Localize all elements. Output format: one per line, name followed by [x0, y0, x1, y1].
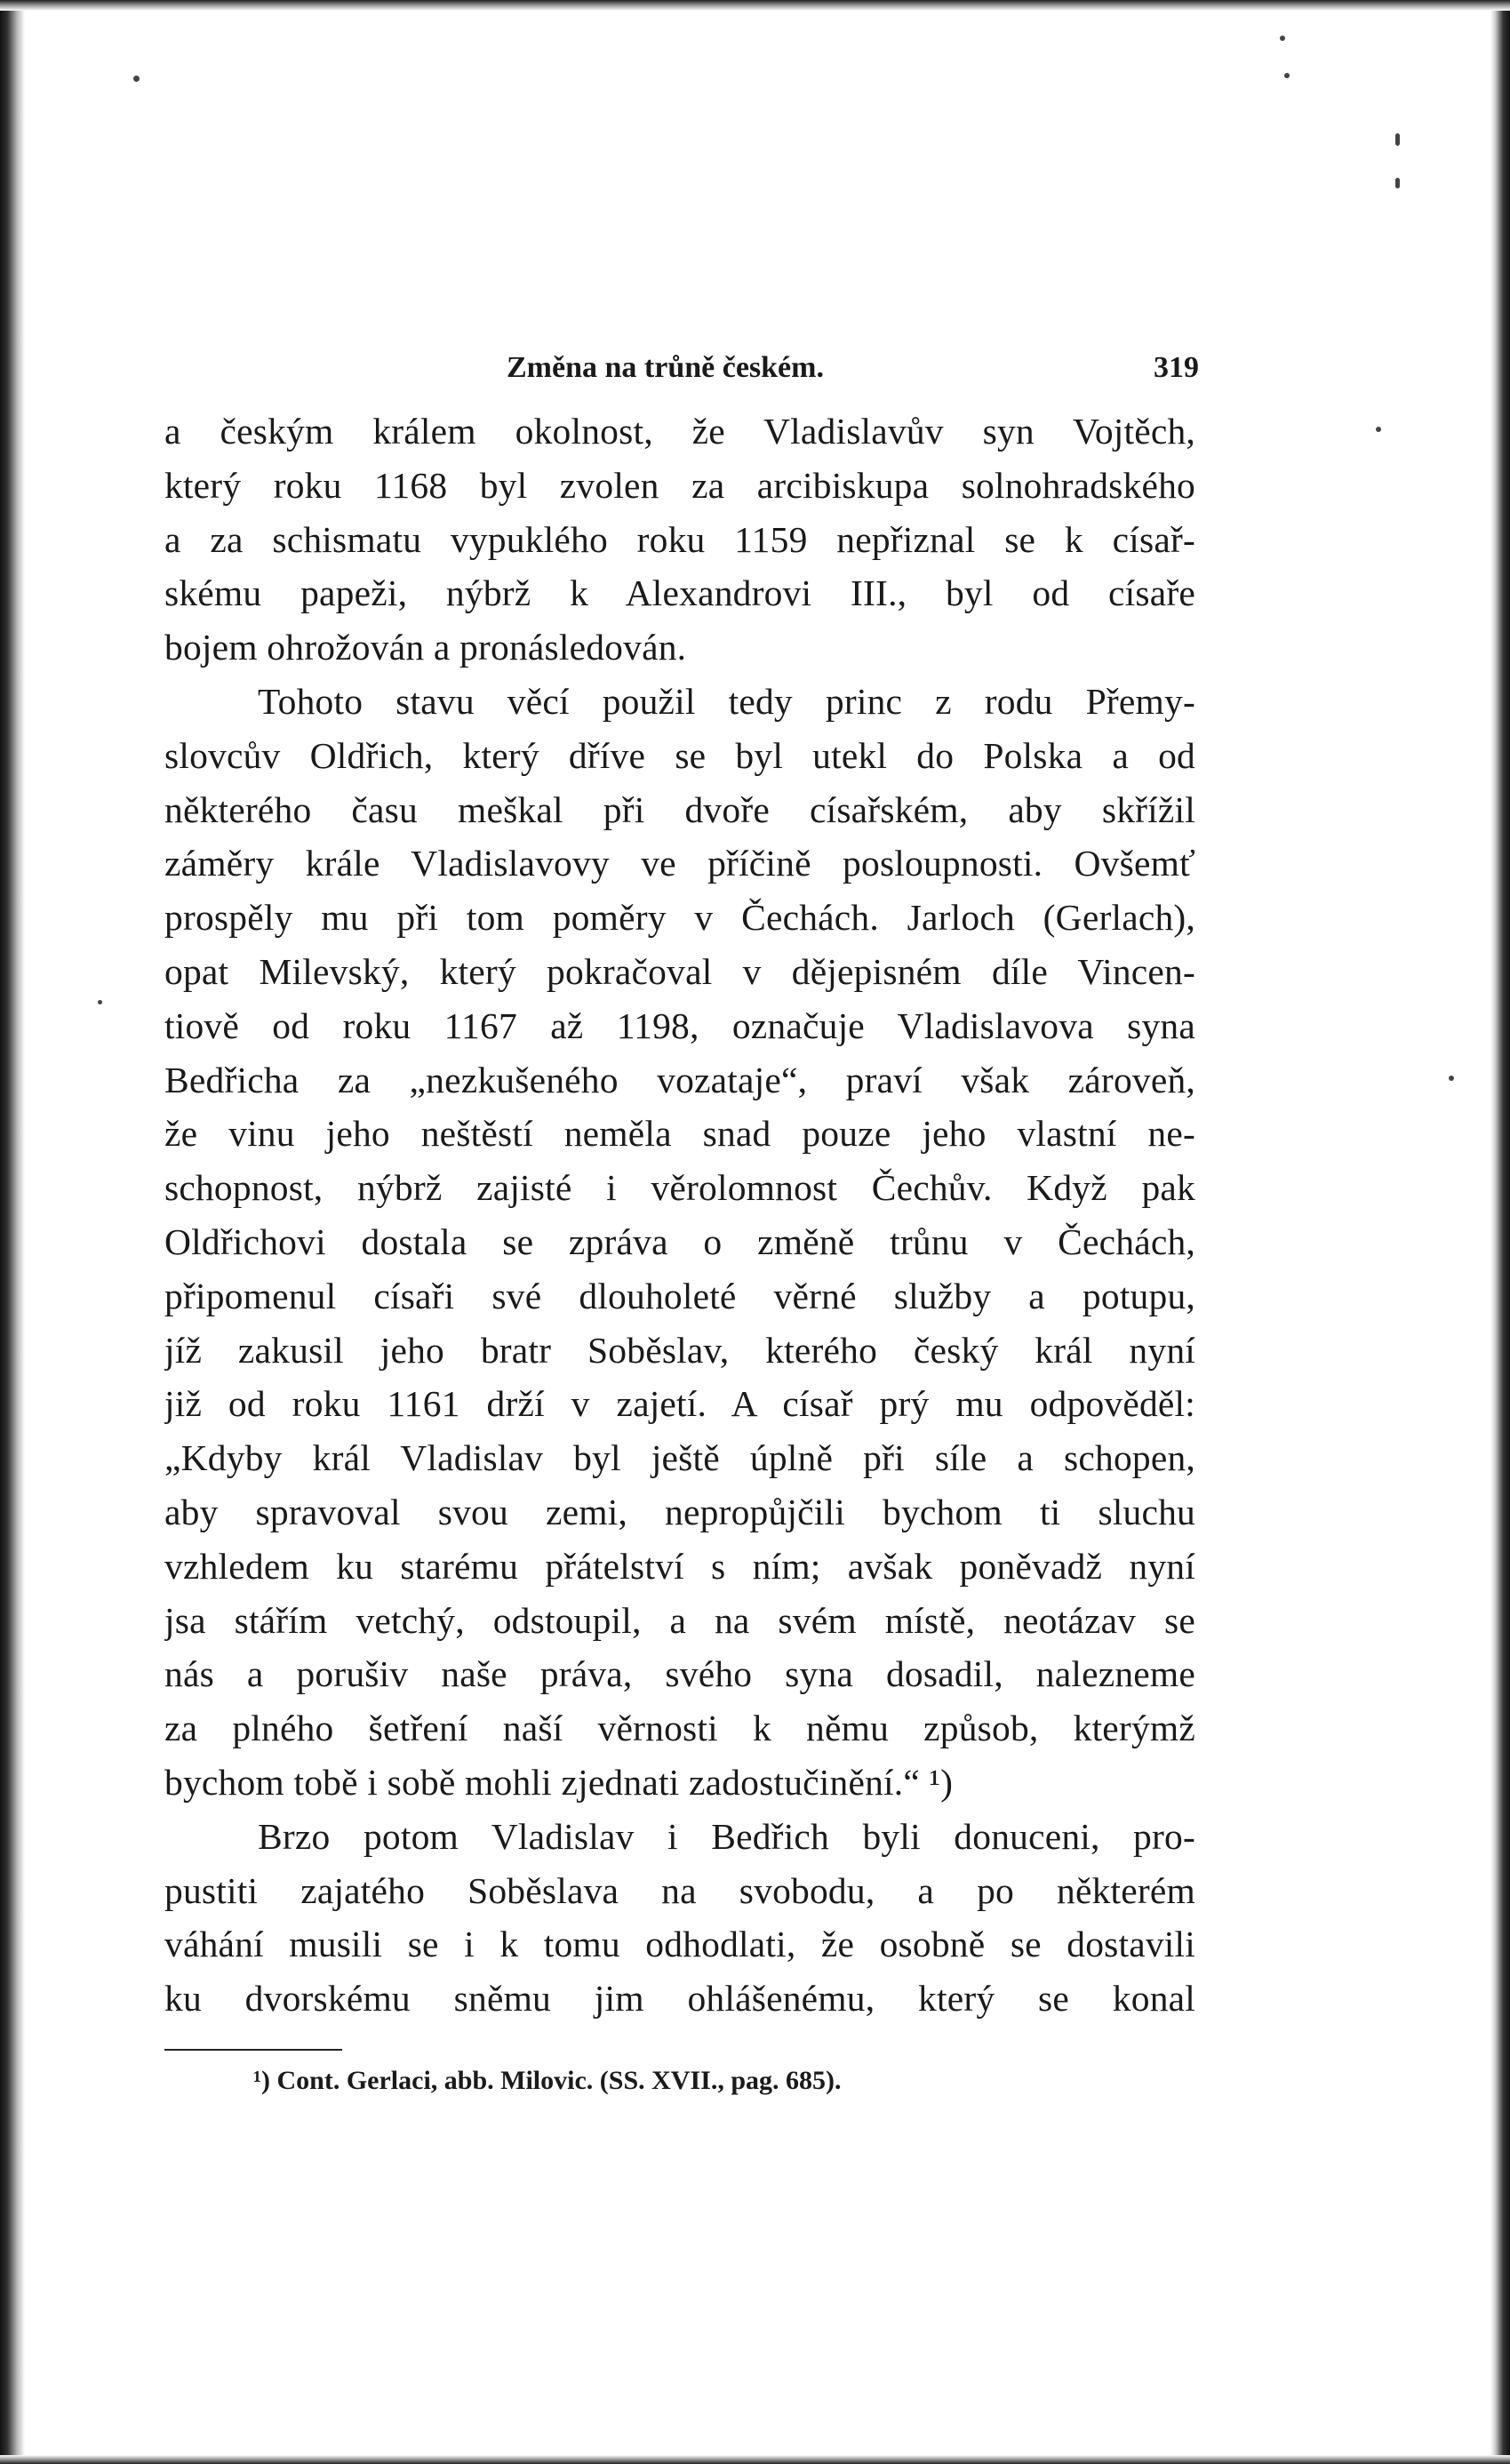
footnote-rule: [164, 2049, 342, 2051]
scan-speck: [1280, 36, 1285, 41]
scan-border-left: [0, 0, 25, 2464]
page-number: 319: [1154, 351, 1199, 384]
scan-border-top: [0, 0, 1510, 11]
footnote: ¹) Cont. Gerlaci, abb. Milovic. (SS. XVII., pag. 685).: [253, 2065, 842, 2095]
text-line: Brzo potom Vladislav i Bedřich byli donuceni, pro-: [258, 1815, 1195, 1857]
scan-speck: [1284, 73, 1290, 78]
text-line: Oldřichovi dostala se zpráva o změně trůnu v Čechách,: [164, 1220, 1195, 1262]
text-line: bychom tobě i sobě mohli zjednati zadostučinění.“ ¹): [164, 1761, 954, 1803]
body-text: [164, 404, 1195, 2026]
paragraph-3: [164, 1810, 1195, 2026]
text-line: již od roku 1161 drží v zajetí. A císař prý mu odpověděl:: [164, 1383, 1195, 1425]
text-line: za plného šetření naší věrnosti k němu způsob, kterýmž: [164, 1708, 1195, 1749]
scan-speck: [133, 76, 140, 82]
scan-speck: [1449, 1076, 1454, 1081]
text-line: nás a porušiv naše práva, svého syna dosadil, nalezneme: [164, 1653, 1195, 1695]
text-line: jíž zakusil jeho bratr Soběslav, kterého český král nyní: [164, 1329, 1195, 1371]
text-line: tiově od roku 1167 až 1198, označuje Vladislavova syna: [164, 1004, 1195, 1046]
paragraph-2: [164, 675, 1195, 1810]
paragraph-1: [164, 404, 1195, 675]
text-line: některého času meškal při dvoře císařském, aby skřížil: [164, 788, 1195, 830]
scan-speck: [1395, 178, 1400, 188]
text-line: prospěly mu při tom poměry v Čechách. Jarloch (Gerlach),: [164, 897, 1195, 939]
text-line: že vinu jeho neštěstí neměla snad pouze jeho vlastní ne-: [164, 1113, 1195, 1155]
text-line: ku dvorskému sněmu jim ohlášenému, který se konal: [164, 1978, 1195, 2020]
scan-border-bottom: [0, 2455, 1510, 2464]
text-line: a českým králem okolnost, že Vladislavův syn Vojtěch,: [164, 411, 1195, 452]
text-line: váhání musili se i k tomu odhodlati, že osobně se dostavili: [164, 1924, 1195, 1965]
text-line: schopnost, nýbrž zajisté i věrolomnost Čechův. Když pak: [164, 1167, 1195, 1209]
scan-border-right: [1490, 0, 1510, 2464]
text-line: Tohoto stavu věcí použil tedy princ z rodu Přemy-: [258, 680, 1195, 722]
scan-speck: [1376, 427, 1381, 432]
text-line: připomenul císaři své dlouholeté věrné služby a potupu,: [164, 1275, 1195, 1316]
text-line: jsa stářím vetchý, odstoupil, a na svém místě, neotázav se: [164, 1599, 1195, 1641]
text-line: opat Milevský, který pokračoval v dějepisném díle Vincen-: [164, 950, 1195, 992]
text-line: slovcův Oldřich, který dříve se byl utekl do Polska a od: [164, 734, 1195, 776]
text-line: „Kdyby král Vladislav byl ještě úplně při síle a schopen,: [164, 1437, 1195, 1479]
scan-speck: [1395, 133, 1400, 146]
book-page: [164, 351, 1199, 2100]
text-line: záměry krále Vladislavovy ve příčině posloupnosti. Ovšemť: [164, 843, 1195, 884]
text-line: bojem ohrožován a pronásledován.: [164, 627, 687, 668]
running-head: [164, 351, 1199, 404]
scan-speck: [98, 1000, 102, 1004]
text-line: skému papeži, nýbrž k Alexandrovi III., byl od císaře: [164, 572, 1195, 614]
running-title: Změna na trůně českém.: [507, 351, 824, 384]
text-line: a za schismatu vypuklého roku 1159 nepřiznal se k císař-: [164, 518, 1195, 560]
text-line: aby spravoval svou zemi, nepropůjčili bychom ti sluchu: [164, 1491, 1195, 1532]
text-line: Bedřicha za „nezkušeného vozataje“, praví však zároveň,: [164, 1059, 1195, 1100]
text-line: který roku 1168 byl zvolen za arcibiskupa solnohradského: [164, 464, 1195, 506]
text-line: vzhledem ku starému přátelství s ním; avšak poněvadž nyní: [164, 1545, 1195, 1587]
text-line: pustiti zajatého Soběslava na svobodu, a po některém: [164, 1869, 1195, 1911]
